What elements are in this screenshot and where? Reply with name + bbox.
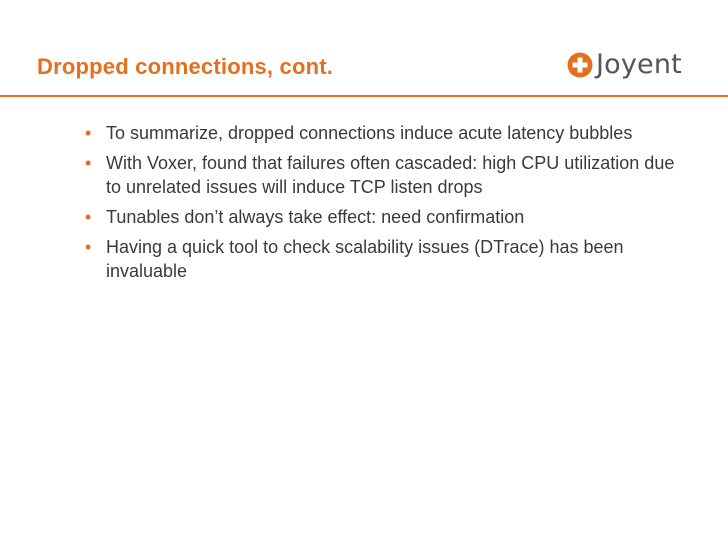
bullet-marker: • <box>85 123 92 143</box>
bullet-marker: • <box>85 237 92 257</box>
joyent-logo <box>567 47 682 83</box>
bullet-list <box>85 121 685 289</box>
bullet-text: Tunables don’t always take effect: need confirmation <box>106 207 525 227</box>
bullet-item <box>85 121 685 145</box>
plus-circle-icon <box>567 52 593 78</box>
slide-title: Dropped connections, cont. <box>37 54 334 79</box>
bullet-item <box>85 205 685 229</box>
bullet-item <box>85 151 685 199</box>
bullet-text: To summarize, dropped connections induce acute latency bubbles <box>106 123 633 143</box>
bullet-marker: • <box>85 207 92 227</box>
bullet-marker: • <box>85 153 92 173</box>
title-divider <box>0 95 728 97</box>
bullet-item <box>85 235 685 283</box>
bullet-text: With Voxer, found that failures often cascaded: high CPU utilization due to unrelated issues will induce TCP listen drops <box>106 153 675 197</box>
logo-text: Joyent <box>596 49 682 80</box>
bullet-text: Having a quick tool to check scalability issues (DTrace) has been invaluable <box>106 237 624 281</box>
